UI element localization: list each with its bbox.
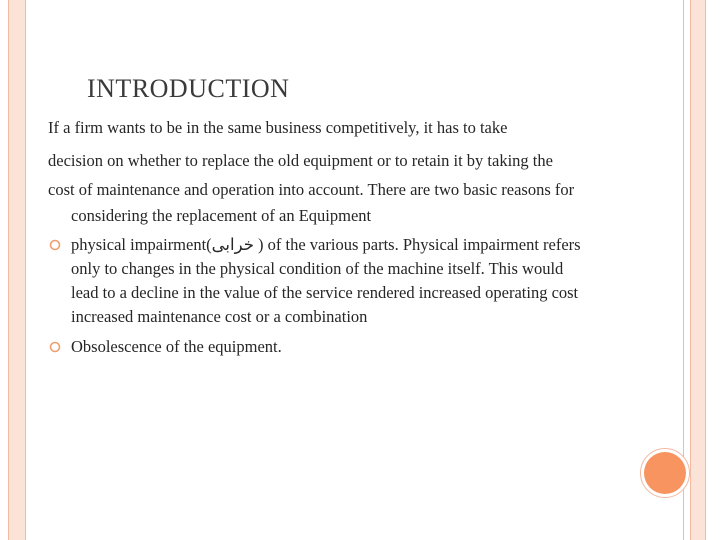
bullet-line: physical impairment(خرابی ) of the various parts. Physical impairment refers bbox=[71, 235, 581, 254]
circle-bullet-icon bbox=[48, 340, 62, 354]
intro-line: considering the replacement of an Equipment bbox=[71, 206, 372, 225]
intro-line: cost of maintenance and operation into account. There are two basic reasons for bbox=[48, 180, 575, 199]
circle-bullet-icon bbox=[48, 238, 62, 252]
left-decorative-band bbox=[8, 0, 26, 540]
bullet-line: Obsolescence of the equipment. bbox=[71, 337, 282, 356]
bullet-line: increased maintenance cost or a combination bbox=[71, 307, 368, 326]
bullet-line: only to changes in the physical condition of the machine itself. This would bbox=[71, 259, 564, 278]
bullet-line: lead to a decline in the value of the service rendered increased operating cost bbox=[71, 283, 579, 302]
intro-line: If a firm wants to be in the same business competitively, it has to take bbox=[48, 118, 508, 137]
slide-title: INTRODUCTION bbox=[87, 74, 290, 103]
intro-line: decision on whether to replace the old equipment or to retain it by taking the bbox=[48, 151, 553, 170]
right-decorative-band bbox=[690, 0, 706, 540]
decorative-orange-circle bbox=[644, 452, 686, 494]
